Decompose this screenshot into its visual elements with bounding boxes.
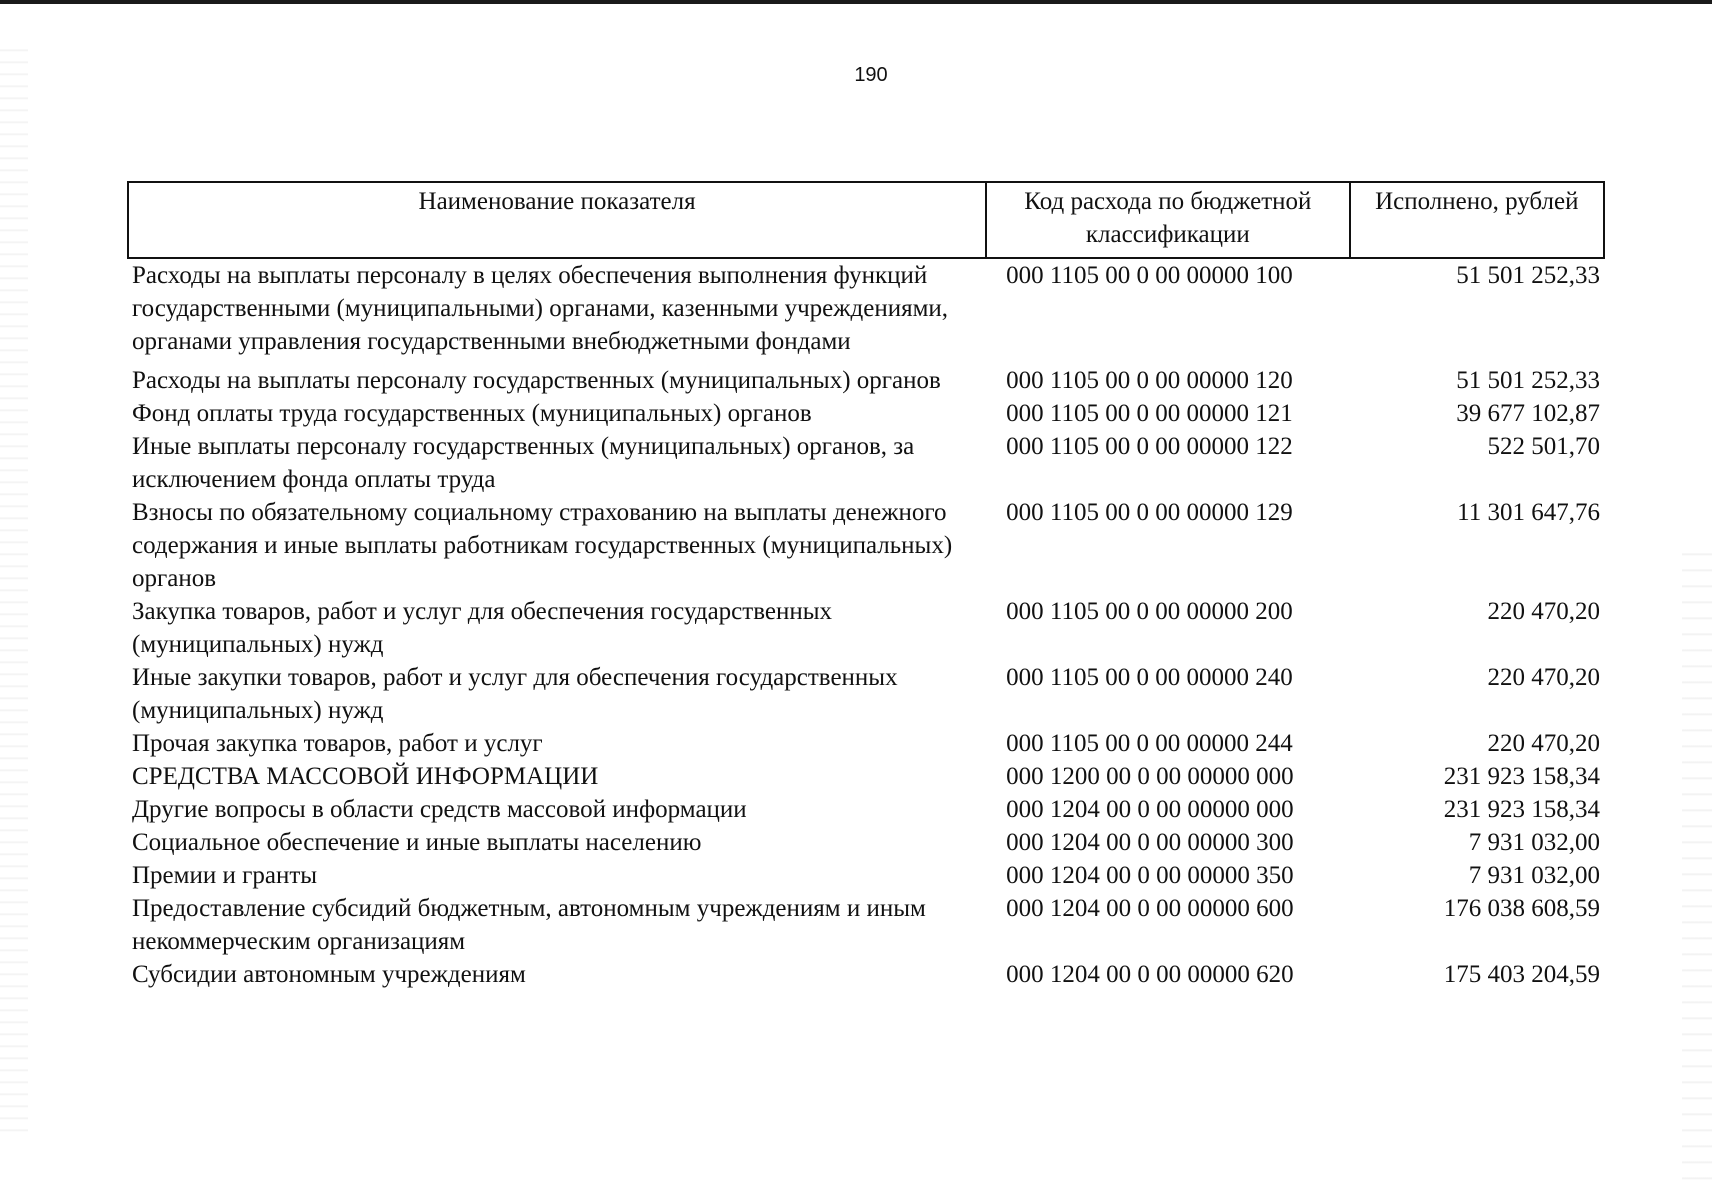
row-code: 000 1204 00 0 00 00000 350 [1006, 862, 1294, 889]
row-name: Социальное обеспечение и иные выплаты населению [132, 829, 702, 856]
row-code: 000 1105 00 0 00 00000 121 [1006, 400, 1293, 427]
row-name: Субсидии автономным учреждениям [132, 961, 526, 988]
header-row [128, 182, 1604, 258]
row-amount: 7 931 032,00 [1468, 829, 1600, 856]
row-amount: 39 677 102,87 [1456, 400, 1600, 427]
row-amount: 11 301 647,76 [1457, 499, 1600, 526]
row-code: 000 1105 00 0 00 00000 244 [1006, 730, 1293, 757]
row-name: Другие вопросы в области средств массовой информации [132, 796, 747, 823]
row-name: Взносы по обязательному социальному страхованию на выплаты денежного содержания и иные выплаты работникам государственных (муниципальных) органов [132, 499, 953, 592]
row-name: Фонд оплаты труда государственных (муниципальных) органов [132, 400, 812, 427]
row-amount: 220 470,20 [1487, 730, 1600, 757]
row-name: Иные закупки товаров, работ и услуг для обеспечения государственных (муниципальных) нужд [132, 664, 898, 724]
row-amount: 175 403 204,59 [1443, 961, 1600, 988]
row-code: 000 1204 00 0 00 00000 600 [1006, 895, 1294, 922]
scan-right-edge-noise [1682, 540, 1712, 1190]
row-name: Премии и гранты [132, 862, 318, 889]
row-code: 000 1105 00 0 00 00000 100 [1006, 262, 1293, 289]
table-row [128, 430, 1604, 496]
row-amount: 220 470,20 [1487, 598, 1600, 625]
row-code: 000 1105 00 0 00 00000 120 [1006, 367, 1293, 394]
table-row [128, 859, 1604, 892]
row-name: СРЕДСТВА МАССОВОЙ ИНФОРМАЦИИ [132, 763, 599, 790]
row-amount: 7 931 032,00 [1468, 862, 1600, 889]
table-header [128, 182, 1604, 258]
table-row [128, 826, 1604, 859]
table-row [128, 958, 1604, 991]
page-number: 190 [854, 64, 888, 86]
row-code: 000 1204 00 0 00 00000 620 [1006, 961, 1294, 988]
row-amount: 231 923 158,34 [1443, 763, 1600, 790]
row-code: 000 1204 00 0 00 00000 000 [1006, 796, 1294, 823]
table-row [128, 727, 1604, 760]
header-indicator-name: Наименование показателя [128, 182, 986, 258]
row-amount: 51 501 252,33 [1456, 262, 1600, 289]
expenditure-table [127, 181, 1605, 991]
table-body [128, 258, 1604, 991]
table-row [128, 397, 1604, 430]
row-amount: 176 038 608,59 [1443, 895, 1600, 922]
row-name: Расходы на выплаты персоналу государственных (муниципальных) органов [132, 367, 941, 394]
table-row [128, 595, 1604, 661]
row-code: 000 1105 00 0 00 00000 200 [1006, 598, 1293, 625]
table-row [128, 496, 1604, 595]
header-executed-amount: Исполнено, рублей [1350, 182, 1604, 258]
scan-left-edge-noise [0, 40, 28, 1140]
row-name: Прочая закупка товаров, работ и услуг [132, 730, 543, 757]
table-row [128, 364, 1604, 397]
row-amount: 51 501 252,33 [1456, 367, 1600, 394]
table-row [128, 793, 1604, 826]
table-row [128, 760, 1604, 793]
scan-top-border [0, 0, 1712, 4]
row-code: 000 1204 00 0 00 00000 300 [1006, 829, 1294, 856]
row-code: 000 1105 00 0 00 00000 122 [1006, 433, 1293, 460]
row-code: 000 1105 00 0 00 00000 129 [1006, 499, 1293, 526]
row-name: Расходы на выплаты персоналу в целях обеспечения выполнения функций государственными (муниципальными) органами, казенными учреждениями, органами управления государственными внебюджетными фондами [132, 262, 949, 355]
row-code: 000 1105 00 0 00 00000 240 [1006, 664, 1293, 691]
row-name: Закупка товаров, работ и услуг для обеспечения государственных (муниципальных) нужд [132, 598, 833, 658]
table-row [128, 892, 1604, 958]
row-code: 000 1200 00 0 00 00000 000 [1006, 763, 1294, 790]
row-name: Предоставление субсидий бюджетным, автономным учреждениям и иным некоммерческим организациям [132, 895, 926, 955]
table-row [128, 661, 1604, 727]
table-row [128, 258, 1604, 364]
row-amount: 522 501,70 [1487, 433, 1600, 460]
row-amount: 231 923 158,34 [1443, 796, 1600, 823]
header-budget-code: Код расхода по бюджетной классификации [986, 182, 1349, 258]
row-amount: 220 470,20 [1487, 664, 1600, 691]
row-name: Иные выплаты персоналу государственных (муниципальных) органов, за исключением фонда оплаты труда [132, 433, 915, 493]
